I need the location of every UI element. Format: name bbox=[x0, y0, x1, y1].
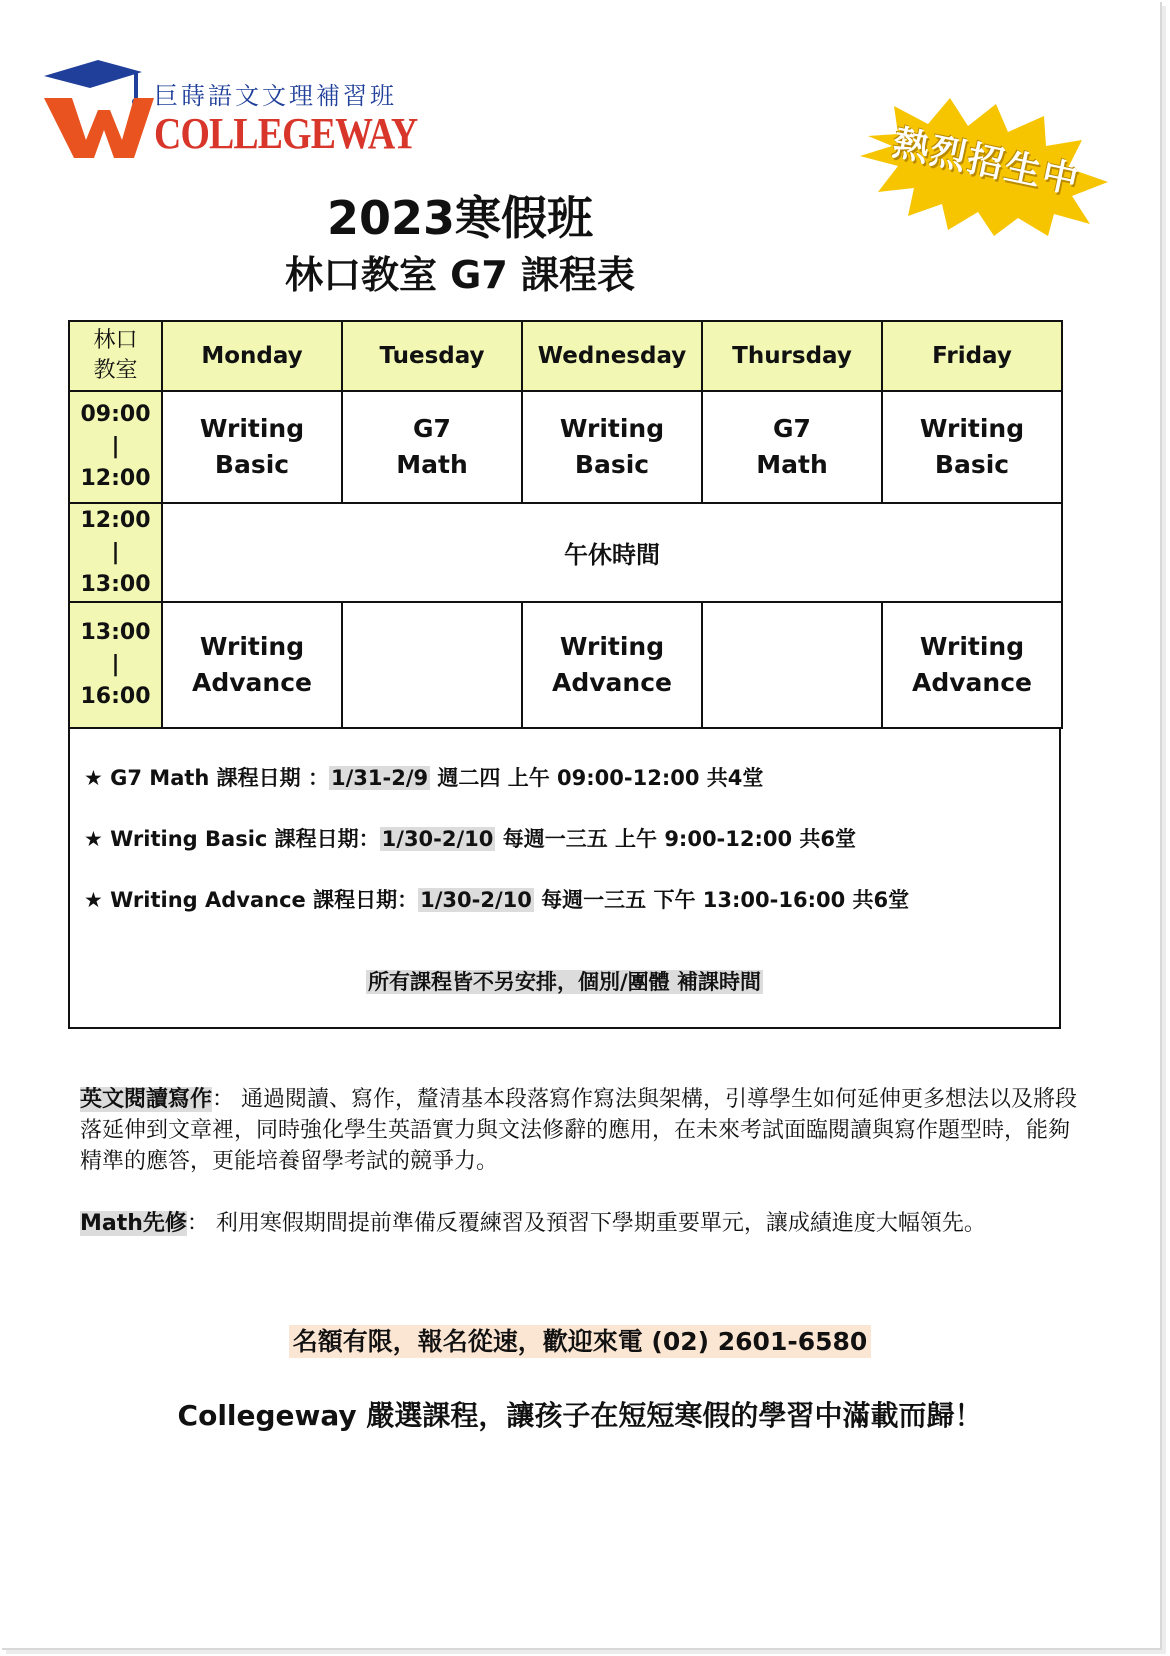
day-header: Wednesday bbox=[522, 321, 702, 391]
class-cell: Writing Advance bbox=[882, 602, 1062, 728]
graduation-cap-w-icon bbox=[42, 58, 162, 168]
makeup-policy-note: 所有課程皆不另安排，個別/團體 補課時間 bbox=[368, 970, 761, 994]
class-cell: Writing Basic bbox=[882, 391, 1062, 503]
class-cell: G7 Math bbox=[342, 391, 522, 503]
enrollment-burst-text: 熱烈招生中 bbox=[889, 122, 1084, 203]
schedule-row-afternoon bbox=[69, 602, 1062, 728]
math-label: Math先修 bbox=[80, 1211, 187, 1236]
logo-chinese-name: 巨蒔語文文理補習班 bbox=[154, 82, 397, 110]
day-header: Monday bbox=[162, 321, 342, 391]
collegeway-logo bbox=[42, 58, 422, 168]
day-header: Thursday bbox=[702, 321, 882, 391]
schedule-table bbox=[68, 320, 1063, 729]
course-dates-box bbox=[68, 728, 1061, 1029]
schedule-header-row bbox=[69, 321, 1062, 391]
time-cell: 13:00 | 16:00 bbox=[69, 602, 162, 728]
course-date-note: ★ Writing Advance 課程日期：1/30-2/10 每週一三五 下午 13:00-16:00 共6堂 bbox=[84, 888, 910, 912]
schedule-row-lunch bbox=[69, 503, 1062, 602]
time-cell: 12:00 | 13:00 bbox=[69, 503, 162, 602]
schedule-row-morning bbox=[69, 391, 1062, 503]
writing-description: 英文閱讀寫作： 通過閱讀、寫作，釐清基本段落寫作寫法與架構，引導學生如何延伸更多想法以及將段落延伸到文章裡，同時強化學生英語實力與文法修辭的應用，在未來考試面臨閱讀與寫作題型時，能夠精準的應答，更能培養留學考試的競爭力。 bbox=[80, 1087, 1078, 1174]
class-cell bbox=[342, 602, 522, 728]
class-cell: G7 Math bbox=[702, 391, 882, 503]
writing-label: 英文閱讀寫作 bbox=[80, 1087, 213, 1112]
slogan: Collegeway 嚴選課程，讓孩子在短短寒假的學習中滿載而歸！ bbox=[177, 1399, 983, 1432]
class-cell: Writing Advance bbox=[162, 602, 342, 728]
course-date-note: ★ G7 Math 課程日期 ：1/31-2/9 週二四 上午 09:00-12:00 共4堂 bbox=[84, 766, 764, 790]
day-header: Tuesday bbox=[342, 321, 522, 391]
class-cell: Writing Advance bbox=[522, 602, 702, 728]
class-cell: Writing Basic bbox=[522, 391, 702, 503]
page-title: 2023寒假班 bbox=[326, 191, 594, 245]
lunch-break-cell: 午休時間 bbox=[162, 503, 1062, 602]
page-subtitle: 林口教室 G7 課程表 bbox=[284, 253, 636, 297]
corner-cell: 林口 教室 bbox=[69, 321, 162, 391]
logo-english-name: COLLEGEWAY bbox=[154, 109, 418, 158]
day-header: Friday bbox=[882, 321, 1062, 391]
time-cell: 09:00 | 12:00 bbox=[69, 391, 162, 503]
class-cell bbox=[702, 602, 882, 728]
math-description: Math先修： 利用寒假期間提前準備反覆練習及預習下學期重要單元，讓成績進度大幅領先。 bbox=[80, 1211, 986, 1236]
course-date-note: ★ Writing Basic 課程日期：1/30-2/10 每週一三五 上午 9:00-12:00 共6堂 bbox=[84, 827, 857, 851]
call-to-action: 名額有限，報名從速，歡迎來電 (02) 2601-6580 bbox=[0, 1322, 1160, 1358]
class-cell: Writing Basic bbox=[162, 391, 342, 503]
